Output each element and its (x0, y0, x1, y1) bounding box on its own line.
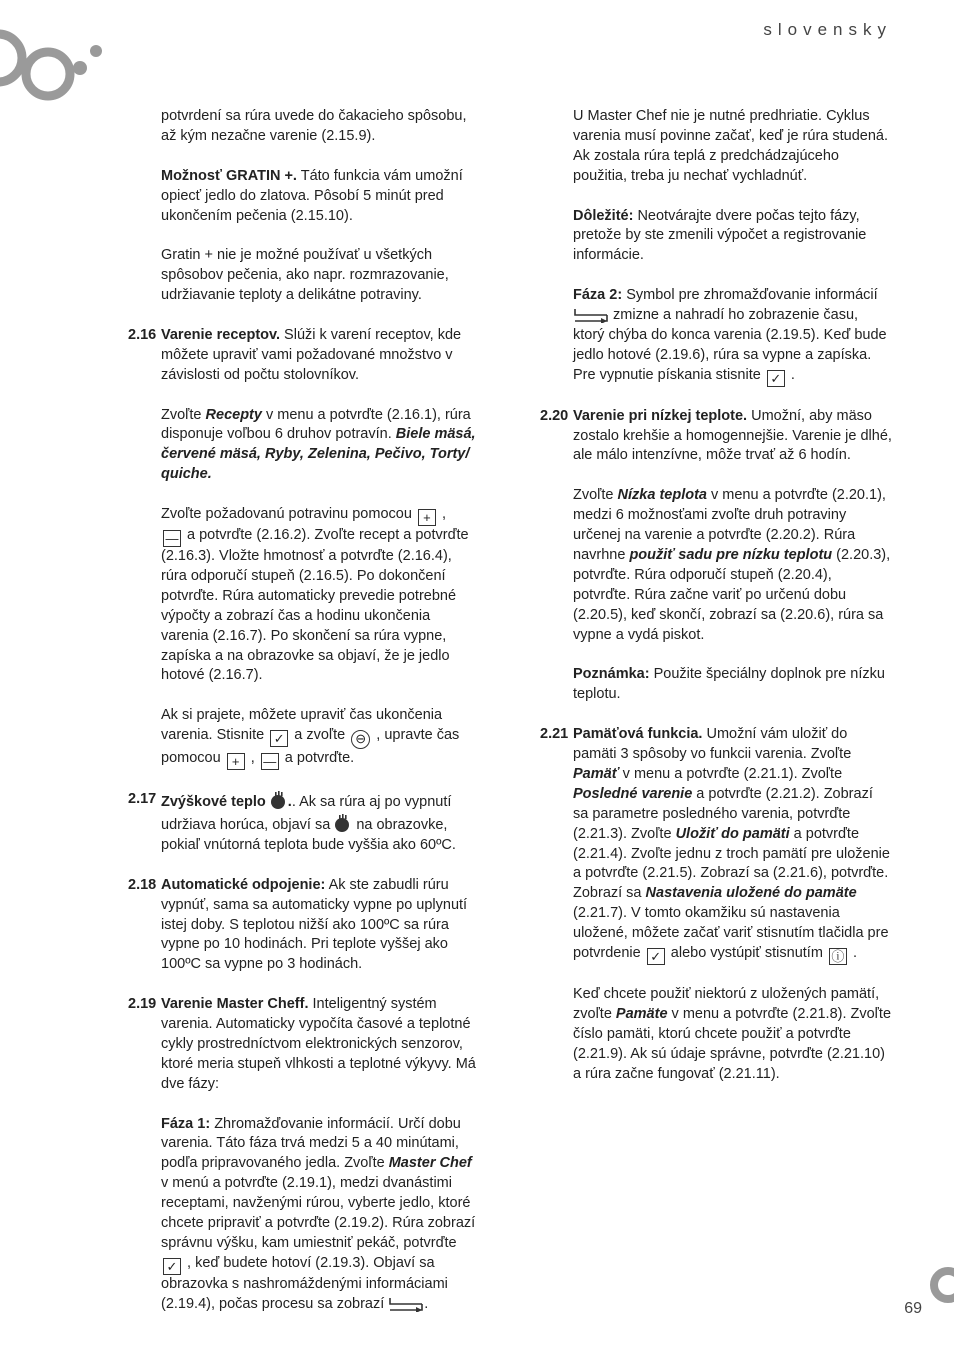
clock-icon: ⊖ (351, 730, 370, 749)
menu-term: Nízka teplota (617, 487, 707, 504)
section-2-20 (540, 407, 892, 706)
text: a potvrďte (2.21.2). Zobrazí sa parametre posledného varenia, potvrďte (2.21.3). Zvoľte (573, 785, 873, 842)
section-2-17 (128, 790, 478, 856)
menu-term: použiť sadu pre nízku teplotu (629, 546, 833, 563)
food-list: Biele mäsá, červené mäsá, Ryby, Zelenina, Pečivo, Torty/ quiche. (161, 426, 476, 483)
text: na obrazovke, pokiaľ vnútorná teplota bude vyššia ako 60ºC. (161, 816, 456, 853)
minus-icon: — (261, 753, 279, 770)
section-title: Varenie receptov. (161, 326, 281, 343)
section-2-17-text: Zvýškové teplo .. Ak sa rúra aj po vypnutí udržiava horúca, objaví sa na obrazovke, pokiaľ vnútorná teplota bude vyššia ako 60ºC. (161, 790, 478, 856)
section-title: Automatické odpojenie: (161, 876, 326, 893)
section-2-16-steps (161, 505, 478, 686)
text: Ak ste zabudli rúru vypnúť, sama sa automaticky vypne po uplynutí istej doby. S teplotou nižší ako 100ºC sa rúra vypne po 10 hodinách. Pri teplote vyššej ako 100ºC sa vypne po 3 hodinách. (161, 876, 468, 973)
section-2-21-intro (573, 725, 892, 965)
important-title: Dôležité: (573, 207, 634, 224)
text: , upravte čas pomocou (161, 727, 460, 767)
section-2-18-text (161, 876, 478, 976)
section-title: Pamäťová funkcia. (573, 726, 703, 743)
menu-term: Master Chef (388, 1155, 472, 1172)
text: Keď chcete použiť niektorú z uložených pamätí, zvoľte (573, 985, 880, 1022)
phase-title: Fáza 2: (573, 287, 623, 304)
residual-heat-icon (334, 813, 352, 833)
gratin-paragraph (128, 167, 478, 227)
note-title: Poznámka: (573, 666, 650, 683)
data-collection-icon (573, 307, 609, 323)
text: . (786, 366, 795, 383)
section-text: Slúži k varení receptov, kde môžete upraviť vami požadované množstvo v závislosti od počtu stolovníkov. (161, 326, 462, 383)
ok-icon: ✓ (647, 948, 665, 965)
text: . Ak sa rúra aj po vypnutí udržiava horúca, objaví sa (161, 794, 452, 833)
text: (2.21.7). V tomto okamžiku sú nastavenia uložené, môžete začať variť stisnutím tlačidla pre potvrdenie (573, 905, 889, 962)
left-column (128, 107, 478, 1335)
gratin-note: Gratin + nie je možné používať u všetkých spôsobov pečenia, ako napr. rozmrazovanie, udržiavanie teploty a delikátne potraviny. (161, 247, 449, 304)
data-collection-icon (388, 1296, 424, 1312)
plus-icon: + (227, 753, 245, 770)
text: a potvrďte (2.16.2). Zvoľte recept a potvrďte (2.16.3). Vložte hmotnosť a potvrďte (2.16.4), rúra odporučí stupeň (2.16.5). Po dokončení potvrďte. Rúra automaticky prevedie potrebné výpočty a zobrazí čas a hodinu ukončenia varenia (2.16.7). Po skončení sa rúra vypne, zapíska a na obrazovke sa objaví, že je jedlo hotové (2.16.7). (161, 527, 469, 684)
section-2-16-recipes (161, 406, 478, 486)
corner-circle-decoration (926, 1265, 954, 1305)
master-chef-note: U Master Chef nie je nutné predhriatie. Cyklus varenia musí povinne začať, keď je rúra studená. Ak zostala rúra teplá z predchádzajúceho použitia, treba ju nechať vychladnúť. (573, 108, 888, 184)
section-2-16 (128, 326, 478, 770)
section-number: 2.21 (540, 726, 569, 743)
page-number: 69 (904, 1300, 922, 1317)
text: a potvrďte (2.21.4). Zvoľte jednu z troch pamätí pre uloženie a potvrďte (2.21.5). Zobrazí sa (2.21.6), potvrďte. Zobrazí sa (573, 825, 890, 902)
menu-term: Posledné varenie (573, 785, 693, 802)
text: a zvoľte (290, 727, 350, 744)
text: Zvoľte požadovanú potravinu pomocou (161, 506, 416, 523)
text: Umožní vám uložiť do pamäti 3 spôsoby vo funkcii varenia. Zvoľte (573, 726, 852, 762)
phase2-paragraph (540, 286, 892, 387)
text: Inteligentný systém varenia. Automaticky vypočíta časové a teplotné cykly prostredníctvom elektronických senzorov, ktoré meria stupeň vlhkosti a teplotné výkyvy. Má dve fázy: (161, 996, 476, 1092)
text: Neotvárajte dvere počas tejto fázy, pretože by ste zmenili výpočet a registrovanie informácie. (573, 207, 867, 264)
menu-term: Recepty (205, 406, 262, 423)
language-label: slovensky (763, 20, 892, 39)
gratin-title: Možnosť GRATIN +. (161, 167, 297, 184)
text: . (424, 1295, 429, 1312)
text: Zhromažďovanie informácií. Určí dobu varenia. Táto fáza trvá medzi 5 a 40 minútami, podľa pripravovaného jedla. Zvoľte (161, 1115, 461, 1172)
right-column (540, 107, 892, 1104)
text: Zvoľte (161, 406, 206, 423)
text: alebo vystúpiť stisnutím (666, 945, 827, 962)
menu-term: Pamäť (573, 765, 619, 782)
minus-icon: — (163, 530, 181, 547)
section-2-19-intro (161, 995, 478, 1095)
important-paragraph (540, 207, 892, 267)
section-number: 2.16 (128, 326, 157, 343)
phase-title: Fáza 1: (161, 1115, 211, 1132)
section-number: 2.20 (540, 407, 569, 424)
ok-icon: ✓ (270, 730, 288, 747)
menu-term: Nastavenia uložené do pamäte (645, 885, 857, 902)
section-number: 2.18 (128, 876, 157, 893)
gratin-text: Táto funkcia vám umožní opiecť jedlo do zlatova. Pôsobí 5 minút pred ukončením pečenia (2.15.10). (161, 167, 463, 224)
ok-icon: ✓ (767, 370, 785, 387)
section-title: Varenie pri nízkej teplote. (573, 407, 748, 424)
section-number: 2.17 (128, 791, 157, 808)
section-2-20-intro (573, 407, 892, 467)
text: , keď budete hotoví (2.19.3). Objaví sa obrazovka s nashromáždenými informáciami (2.19.4), počas procesu sa zobrazí (161, 1254, 448, 1312)
menu-term: Pamäte (615, 1005, 668, 1022)
text: Symbol pre zhromažďovanie informácií (622, 287, 878, 304)
text: v menu a potvrďte (2.16.1), rúra disponuje voľbou 6 druhov potravín. (161, 406, 471, 443)
section-title: Varenie Master Cheff. (161, 996, 309, 1013)
info-icon: ⓘ (829, 948, 847, 965)
text: . (848, 945, 857, 962)
section-2-16-adjust (161, 706, 478, 770)
text: (2.20.3), potvrďte. Rúra odporučí stupeň (2.20.4), potvrďte. Rúra začne variť po určenú dobu (2.20.5), keď skončí, zobrazí sa (2.20.6), rúra sa vypne a vydá piskot. (573, 546, 891, 643)
section-number: 2.19 (128, 996, 157, 1013)
section-2-21-recall (573, 985, 892, 1085)
section-title: Zvýškové teplo (161, 794, 266, 811)
section-2-21 (540, 725, 892, 1084)
text: Zvoľte (573, 487, 618, 504)
text: v menu a potvrďte (2.21.8). Zvoľte číslo pamäti, ktorú chcete použiť a potvrďte (2.21.9). Ak sú údaje správne, potvrďte (2.21.10) a rúra začne fungovať (2.21.11). (573, 1005, 892, 1082)
section-2-18 (128, 876, 478, 976)
section-2-20-note (573, 665, 892, 705)
section-2-16-intro (161, 326, 478, 386)
intro-paragraph: potvrdení sa rúra uvede do čakacieho spôsobu, až kým nezačne varenie (2.15.9). (161, 108, 467, 144)
text: Ak si prajete, môžete upraviť čas ukončenia varenia. Stisnite (161, 707, 443, 744)
residual-heat-icon (270, 790, 288, 810)
text: a potvrďte. (280, 750, 355, 767)
text: v menú a potvrďte (2.19.1), medzi dvanástimi receptami, navženými rúrou, vyberte jedlo, ktoré chcete pripraviť a potvrďte (2.19.2). Rúra zobrazí správnu výšku, kam umiestniť pekáč, potvrďte (161, 1175, 476, 1251)
plus-icon: + (418, 509, 436, 526)
menu-term: Uložiť do pamäti (675, 825, 790, 842)
text: , (246, 750, 259, 767)
text: v menu a potvrďte (2.21.1). Zvoľte (618, 765, 843, 782)
text: v menu a potvrďte (2.20.1), medzi 6 možnosťami zvoľte druh potraviny určenej na varenie a potvrďte (2.20.2). Rúra navrhne (573, 487, 886, 563)
text: , (437, 506, 446, 523)
brand-circles-logo (0, 20, 110, 110)
section-2-19 (128, 995, 478, 1315)
section-2-19-phase1 (161, 1115, 478, 1315)
section-2-20-steps (573, 486, 892, 645)
ok-icon: ✓ (163, 1258, 181, 1275)
text: Umožní, aby mäso zostalo krehšie a homogennejšie. Varenie je dlhé, ale málo intenzívne, môže trvať až 6 hodín. (573, 407, 892, 464)
text: Použite špeciálny doplnok pre nízku teplotu. (573, 666, 885, 703)
text: zmizne a nahradí ho zobrazenie času, ktorý chýba do konca varenia (2.19.5). Keď bude jedlo hotové (2.19.6), rúra sa vypne a zapíska. Pre vypnutie pískania stisnite (573, 307, 887, 383)
